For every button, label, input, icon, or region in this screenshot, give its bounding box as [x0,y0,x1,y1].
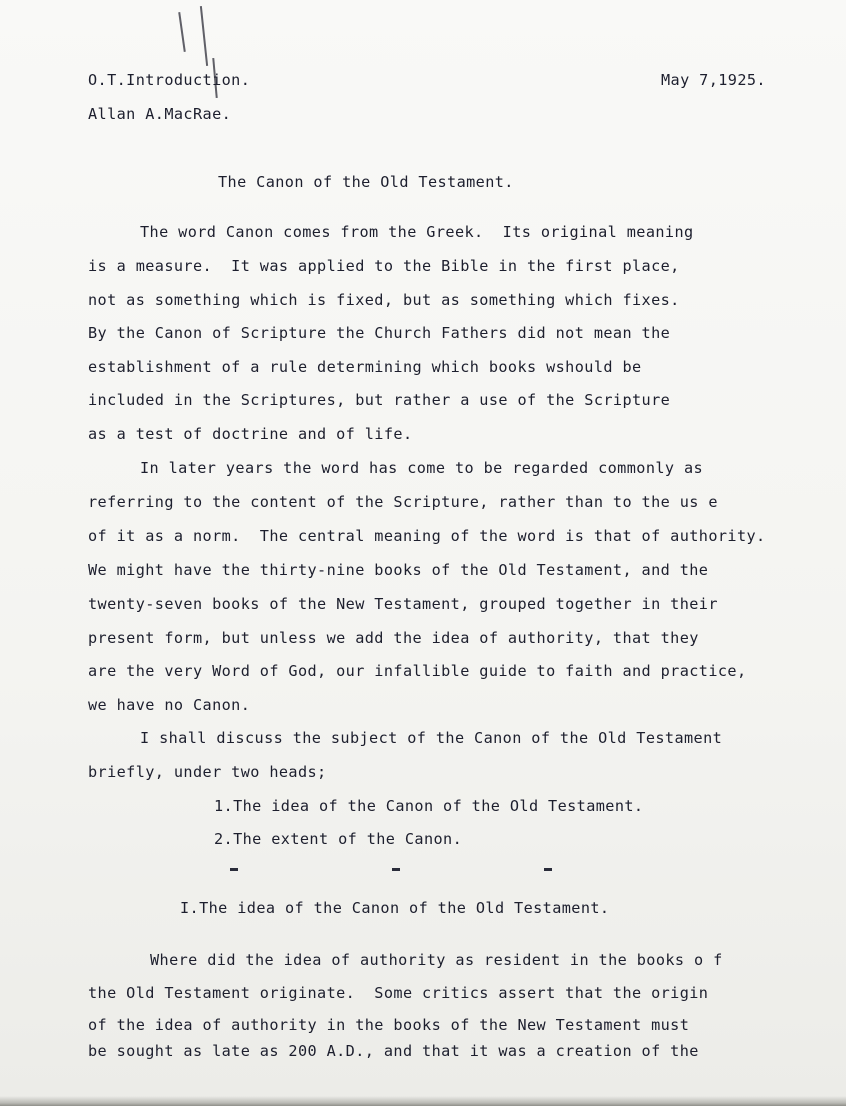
head-list-item: 2.The extent of the Canon. [214,830,463,848]
paragraph-4-line: Where did the idea of authority as resident in the books o f [150,951,723,969]
course-title: O.T.Introduction. [88,71,251,89]
paragraph-2-line: We might have the thirty-nine books of the Old Testament, and the [88,561,709,579]
paragraph-1-line: not as something which is fixed, but as something which fixes. [88,291,680,309]
head-list-item: 1.The idea of the Canon of the Old Testament. [214,797,644,815]
document-title: The Canon of the Old Testament. [218,173,514,191]
paragraph-1-line: is a measure. It was applied to the Bible in the first place, [88,257,680,275]
paragraph-2-line: In later years the word has come to be regarded commonly as [140,459,704,477]
paragraph-2-line: present form, but unless we add the idea of authority, that they [88,629,699,647]
separator-dash [392,868,400,871]
paragraph-1-line: as a test of doctrine and of life. [88,425,413,443]
paragraph-1-line: included in the Scriptures, but rather a use of the Scripture [88,391,671,409]
paragraph-4-line: of the idea of authority in the books of the New Testament must [88,1016,690,1034]
paragraph-2-line: we have no Canon. [88,696,251,714]
pencil-mark-b [200,6,208,66]
separator-dash [230,868,238,871]
paragraph-2-line: referring to the content of the Scripture, rather than to the us e [88,493,718,511]
document-date: May 7,1925. [661,71,766,89]
page-bottom-edge [0,1096,846,1106]
paragraph-4-line: be sought as late as 200 A.D., and that it was a creation of the [88,1042,699,1060]
paragraph-4-line: the Old Testament originate. Some critics assert that the origin [88,984,709,1002]
paragraph-1-line: By the Canon of Scripture the Church Fathers did not mean the [88,324,671,342]
paragraph-3-line: briefly, under two heads; [88,763,327,781]
separator-dash [544,868,552,871]
author-name: Allan A.MacRae. [88,105,232,123]
paragraph-2-line: of it as a norm. The central meaning of the word is that of authority. [88,527,766,545]
section-heading: I.The idea of the Canon of the Old Testament. [180,899,610,917]
paragraph-1-line: The word Canon comes from the Greek. Its original meaning [140,223,694,241]
paragraph-2-line: are the very Word of God, our infallible guide to faith and practice, [88,662,747,680]
paragraph-3-line: I shall discuss the subject of the Canon of the Old Testament [140,729,723,747]
pencil-mark-a [178,12,186,52]
paragraph-1-line: establishment of a rule determining which books wshould be [88,358,642,376]
paragraph-2-line: twenty-seven books of the New Testament, grouped together in their [88,595,718,613]
